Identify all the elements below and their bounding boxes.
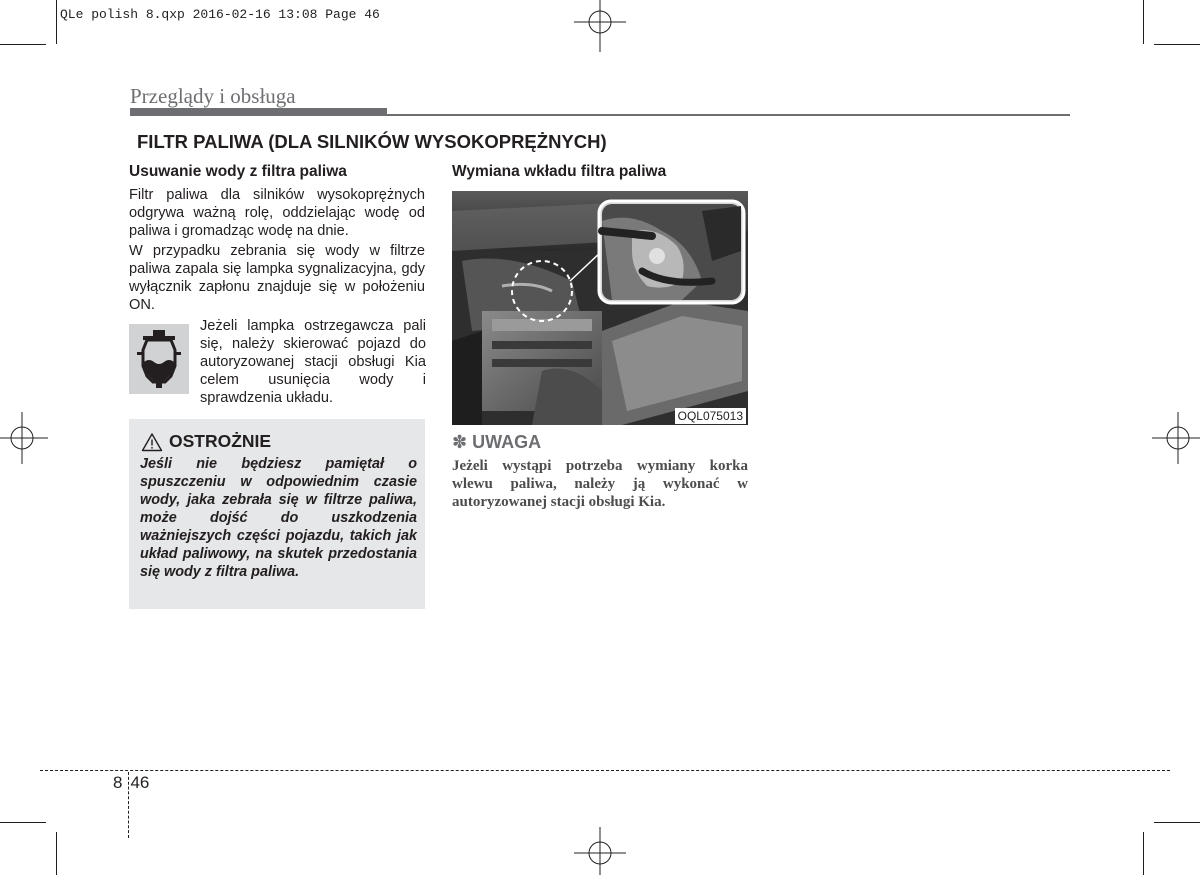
registration-mark-top-icon xyxy=(572,0,628,56)
section-title: Przeglądy i obsługa xyxy=(130,84,296,108)
header-rule-thick xyxy=(130,108,387,116)
crop-mark-bottom-right-v xyxy=(1143,832,1144,875)
left-body xyxy=(129,186,425,316)
left-heading: Usuwanie wody z filtra paliwa xyxy=(129,163,347,180)
left-paragraph-1: Filtr paliwa dla silników wysokoprężnych odgrywa ważną rolę, oddzielając wodę od paliwa i gromadząc wodę na dnie. xyxy=(129,187,425,239)
engine-bay-illustration xyxy=(452,191,748,425)
page-number-value: 46 xyxy=(130,773,150,792)
header-rule-thin xyxy=(387,114,1070,116)
photo-code: OQL075013 xyxy=(675,408,746,424)
caution-header xyxy=(141,431,271,452)
caution-text: Jeśli nie będziesz pamiętał o spuszczeniu w odpowiednim czasie wody, jaka zebrała się w filtrze paliwa, może dojść do uszkodzenia ważniejszych części pojazdu, takich jak układ paliwowy, na skutek przedostania się wody z filtra paliwa. xyxy=(140,456,417,580)
main-heading: FILTR PALIWA (DLA SILNIKÓW WYSOKOPRĘŻNYCH) xyxy=(137,131,607,152)
water-in-fuel-warning-icon xyxy=(129,324,189,394)
registration-mark-left-icon xyxy=(0,410,50,466)
left-paragraph-2: W przypadku zebrania się wody w filtrze paliwa zapala się lampka sygnalizacyjna, gdy wyłącznik zapłonu znajduje się w położeniu ON. xyxy=(129,243,425,313)
page-number xyxy=(113,773,149,793)
crop-mark-top-right-v xyxy=(1143,0,1144,44)
caution-title: OSTROŻNIE xyxy=(169,431,272,451)
registration-mark-right-icon xyxy=(1150,410,1200,466)
note-text: Jeżeli wystąpi potrzeba wymiany korka wlewu paliwa, należy ją wykonać w autoryzowanej stacji obsługi Kia. xyxy=(452,458,748,510)
crop-mark-bottom-left-h xyxy=(0,822,46,823)
crop-mark-bottom-right-h xyxy=(1154,822,1200,823)
footer-dashed-rule xyxy=(40,770,1170,771)
chapter-number: 8 xyxy=(113,773,123,792)
right-heading: Wymiana wkładu filtra paliwa xyxy=(452,163,667,180)
crop-mark-top-left-v xyxy=(56,0,57,44)
engine-bay-photo xyxy=(452,191,748,425)
crop-mark-bottom-left-v xyxy=(56,832,57,875)
print-slug: QLe polish 8.qxp 2016-02-16 13:08 Page 46 xyxy=(60,7,380,22)
caution-box xyxy=(129,419,425,609)
registration-mark-bottom-icon xyxy=(572,825,628,875)
warning-triangle-icon xyxy=(141,432,163,452)
crop-mark-top-left-h xyxy=(0,44,46,45)
note-title: ✽ UWAGA xyxy=(452,432,542,452)
water-in-fuel-indicator xyxy=(129,324,189,394)
indicator-text: Jeżeli lampka ostrzegawcza pali się, należy skierować pojazd do autoryzowanej stacji obsługi Kia celem usunięcia wody i sprawdzenia układu. xyxy=(200,318,426,406)
crop-mark-top-right-h xyxy=(1154,44,1200,45)
